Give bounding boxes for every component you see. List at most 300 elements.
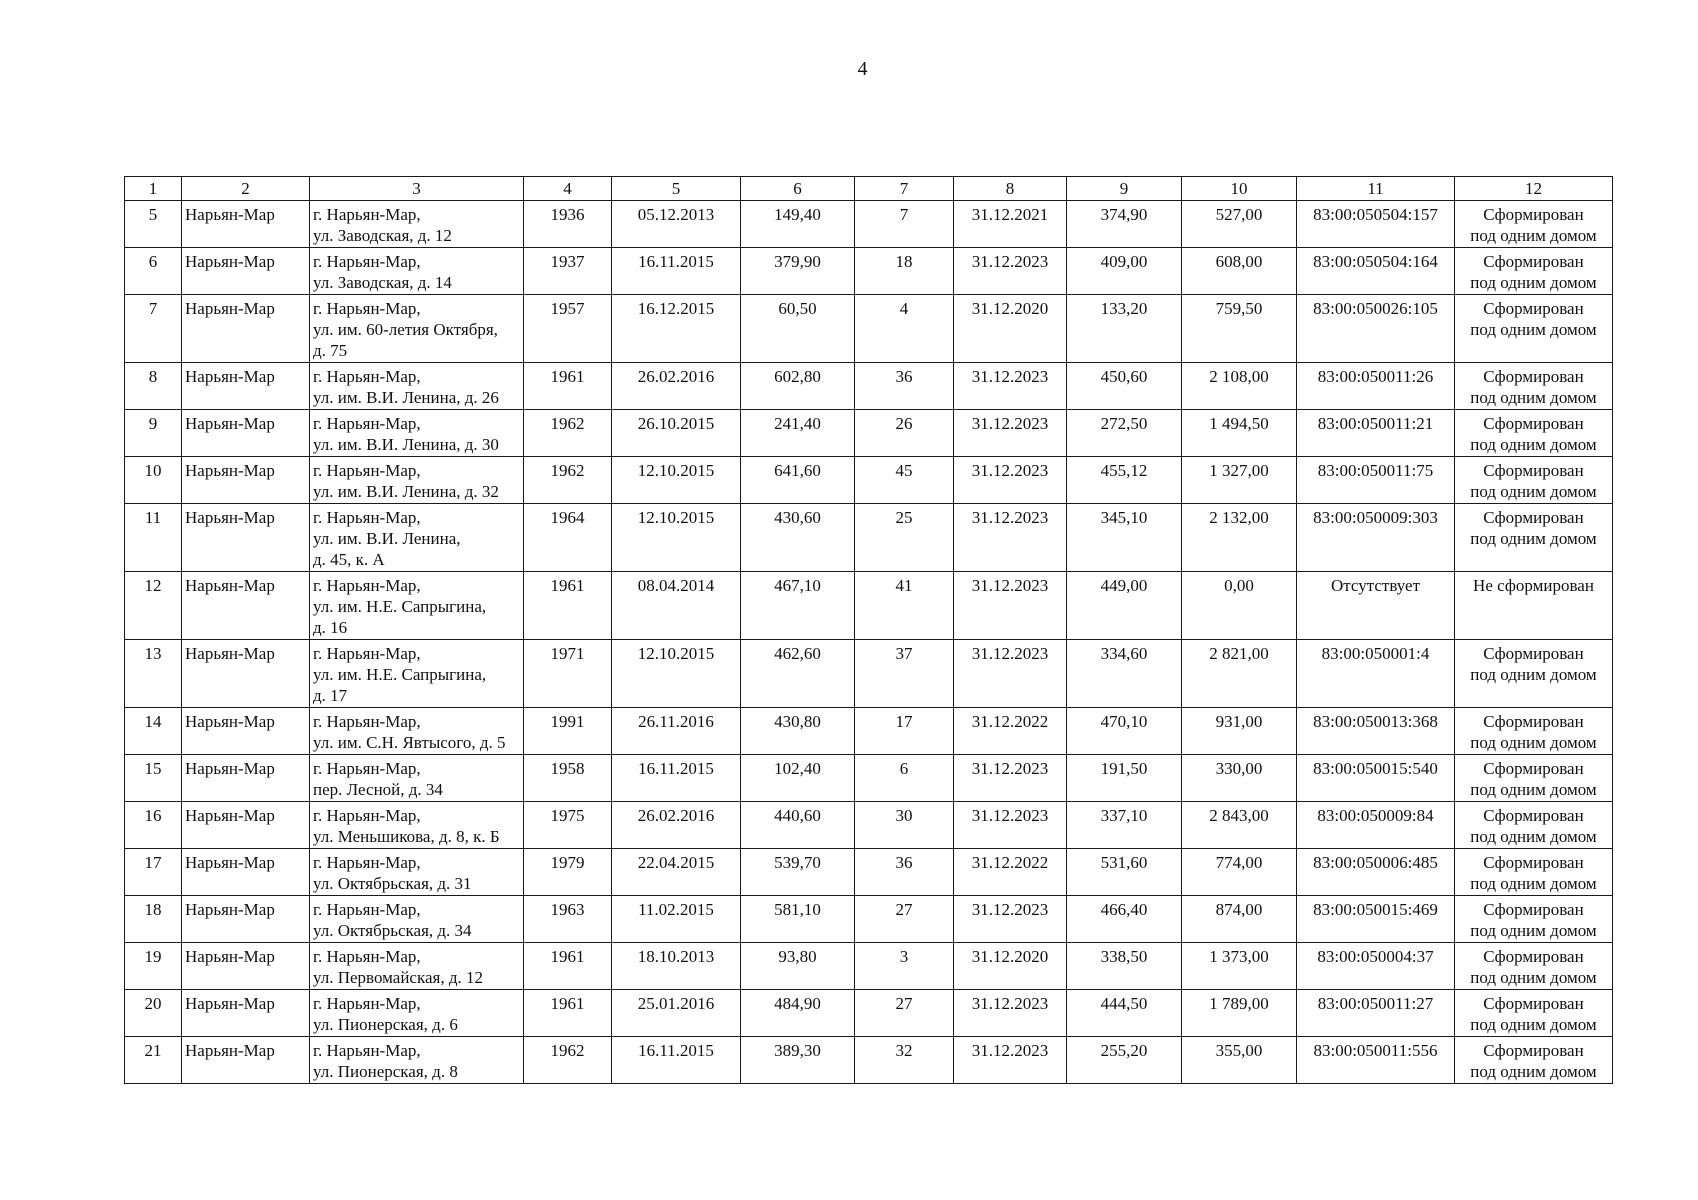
address-cell [310,363,524,410]
cell-line: г. Нарьян-Мар, [313,367,421,386]
cadastral-number-cell: 83:00:050504:164 [1297,248,1455,295]
cell-line: Сформирован [1483,853,1584,872]
col9-cell: 374,90 [1067,201,1182,248]
table-row [125,802,1613,849]
date-cell: 18.10.2013 [612,943,741,990]
city-cell: Нарьян-Мар [182,1037,310,1084]
cell-line: под одним домом [1470,388,1597,407]
row-number-cell: 11 [125,504,182,572]
address-cell [310,504,524,572]
city-cell: Нарьян-Мар [182,363,310,410]
year-cell: 1971 [524,640,612,708]
cell-line: под одним домом [1470,968,1597,987]
cell-line: ул. им. В.И. Ленина, д. 30 [313,435,499,454]
cell-line: г. Нарьян-Мар, [313,712,421,731]
col10-cell: 1 373,00 [1182,943,1297,990]
area-cell: 440,60 [741,802,855,849]
count-cell: 6 [855,755,954,802]
col10-cell: 608,00 [1182,248,1297,295]
col9-cell: 449,00 [1067,572,1182,640]
address-cell [310,943,524,990]
row-number-cell: 8 [125,363,182,410]
col10-cell: 931,00 [1182,708,1297,755]
cell-line: ул. Первомайская, д. 12 [313,968,483,987]
cell-line: ул. Пионерская, д. 6 [313,1015,458,1034]
cell-line: ул. Октябрьская, д. 31 [313,874,472,893]
cadastral-number-cell: 83:00:050026:105 [1297,295,1455,363]
table-row [125,849,1613,896]
column-header: 9 [1067,177,1182,201]
table-row [125,640,1613,708]
col10-cell: 330,00 [1182,755,1297,802]
count-cell: 25 [855,504,954,572]
deadline-cell: 31.12.2022 [954,708,1067,755]
row-number-cell: 18 [125,896,182,943]
table-row [125,943,1613,990]
land-status-cell [1455,755,1613,802]
year-cell: 1979 [524,849,612,896]
cell-line: г. Нарьян-Мар, [313,252,421,271]
col10-cell: 2 132,00 [1182,504,1297,572]
row-number-cell: 19 [125,943,182,990]
col9-cell: 531,60 [1067,849,1182,896]
deadline-cell: 31.12.2023 [954,896,1067,943]
count-cell: 18 [855,248,954,295]
cell-line: пер. Лесной, д. 34 [313,780,443,799]
cadastral-number-cell: 83:00:050011:26 [1297,363,1455,410]
address-cell [310,990,524,1037]
cell-line: ул. Пионерская, д. 8 [313,1062,458,1081]
cell-line: под одним домом [1470,482,1597,501]
count-cell: 30 [855,802,954,849]
address-cell [310,295,524,363]
col9-cell: 255,20 [1067,1037,1182,1084]
count-cell: 4 [855,295,954,363]
address-cell [310,755,524,802]
date-cell: 16.11.2015 [612,755,741,802]
year-cell: 1958 [524,755,612,802]
deadline-cell: 31.12.2023 [954,1037,1067,1084]
cell-line: д. 45, к. А [313,550,385,569]
col9-cell: 272,50 [1067,410,1182,457]
year-cell: 1963 [524,896,612,943]
cell-line: г. Нарьян-Мар, [313,508,421,527]
deadline-cell: 31.12.2023 [954,802,1067,849]
land-status-cell [1455,410,1613,457]
date-cell: 16.11.2015 [612,248,741,295]
address-cell [310,802,524,849]
cell-line: Сформирован [1483,367,1584,386]
area-cell: 149,40 [741,201,855,248]
deadline-cell: 31.12.2020 [954,943,1067,990]
cell-line: ул. им. В.И. Ленина, [313,529,461,548]
count-cell: 17 [855,708,954,755]
cell-line: г. Нарьян-Мар, [313,994,421,1013]
year-cell: 1961 [524,572,612,640]
date-cell: 26.02.2016 [612,802,741,849]
land-status-cell [1455,802,1613,849]
land-status-cell [1455,248,1613,295]
cell-line: Сформирован [1483,1041,1584,1060]
table-row [125,457,1613,504]
cell-line: г. Нарьян-Мар, [313,759,421,778]
city-cell: Нарьян-Мар [182,201,310,248]
deadline-cell: 31.12.2023 [954,990,1067,1037]
cell-line: г. Нарьян-Мар, [313,947,421,966]
area-cell: 60,50 [741,295,855,363]
cadastral-number-cell: 83:00:050011:556 [1297,1037,1455,1084]
col9-cell: 466,40 [1067,896,1182,943]
city-cell: Нарьян-Мар [182,990,310,1037]
cell-line: под одним домом [1470,273,1597,292]
table-row [125,410,1613,457]
date-cell: 11.02.2015 [612,896,741,943]
area-cell: 467,10 [741,572,855,640]
cell-line: ул. им. С.Н. Явтысого, д. 5 [313,733,506,752]
date-cell: 26.10.2015 [612,410,741,457]
year-cell: 1961 [524,990,612,1037]
address-cell [310,896,524,943]
table-row [125,1037,1613,1084]
city-cell: Нарьян-Мар [182,849,310,896]
row-number-cell: 5 [125,201,182,248]
city-cell: Нарьян-Мар [182,572,310,640]
cadastral-number-cell: 83:00:050011:27 [1297,990,1455,1037]
city-cell: Нарьян-Мар [182,708,310,755]
cadastral-number-cell: 83:00:050504:157 [1297,201,1455,248]
area-cell: 102,40 [741,755,855,802]
year-cell: 1962 [524,457,612,504]
col10-cell: 1 494,50 [1182,410,1297,457]
area-cell: 430,80 [741,708,855,755]
col10-cell: 1 789,00 [1182,990,1297,1037]
area-cell: 462,60 [741,640,855,708]
count-cell: 41 [855,572,954,640]
count-cell: 26 [855,410,954,457]
col10-cell: 759,50 [1182,295,1297,363]
cell-line: Сформирован [1483,994,1584,1013]
cell-line: под одним домом [1470,435,1597,454]
count-cell: 36 [855,363,954,410]
deadline-cell: 31.12.2023 [954,572,1067,640]
cell-line: ул. Заводская, д. 14 [313,273,452,292]
address-cell [310,708,524,755]
col9-cell: 455,12 [1067,457,1182,504]
col9-cell: 450,60 [1067,363,1182,410]
cell-line: Сформирован [1483,644,1584,663]
city-cell: Нарьян-Мар [182,457,310,504]
cell-line: ул. им. Н.Е. Сапрыгина, [313,597,487,616]
year-cell: 1962 [524,1037,612,1084]
cell-line: г. Нарьян-Мар, [313,576,421,595]
area-cell: 602,80 [741,363,855,410]
deadline-cell: 31.12.2023 [954,504,1067,572]
cell-line: г. Нарьян-Мар, [313,414,421,433]
cell-line: под одним домом [1470,874,1597,893]
date-cell: 22.04.2015 [612,849,741,896]
table-row [125,896,1613,943]
col10-cell: 2 108,00 [1182,363,1297,410]
year-cell: 1991 [524,708,612,755]
col10-cell: 874,00 [1182,896,1297,943]
date-cell: 12.10.2015 [612,504,741,572]
cell-line: ул. им. В.И. Ленина, д. 26 [313,388,499,407]
land-status-cell [1455,295,1613,363]
address-cell [310,1037,524,1084]
table-row [125,755,1613,802]
area-cell: 539,70 [741,849,855,896]
cadastral-number-cell: 83:00:050009:84 [1297,802,1455,849]
row-number-cell: 16 [125,802,182,849]
deadline-cell: 31.12.2022 [954,849,1067,896]
col9-cell: 338,50 [1067,943,1182,990]
cell-line: г. Нарьян-Мар, [313,644,421,663]
area-cell: 430,60 [741,504,855,572]
row-number-cell: 10 [125,457,182,504]
cadastral-number-cell: Отсутствует [1297,572,1455,640]
deadline-cell: 31.12.2023 [954,248,1067,295]
deadline-cell: 31.12.2023 [954,457,1067,504]
cell-line: д. 17 [313,686,348,705]
land-status-cell [1455,943,1613,990]
row-number-cell: 7 [125,295,182,363]
date-cell: 12.10.2015 [612,457,741,504]
date-cell: 16.12.2015 [612,295,741,363]
address-cell [310,410,524,457]
col10-cell: 1 327,00 [1182,457,1297,504]
deadline-cell: 31.12.2023 [954,640,1067,708]
cell-line: Сформирован [1483,299,1584,318]
address-cell [310,640,524,708]
table-row [125,504,1613,572]
cell-line: г. Нарьян-Мар, [313,806,421,825]
city-cell: Нарьян-Мар [182,755,310,802]
deadline-cell: 31.12.2020 [954,295,1067,363]
column-header: 2 [182,177,310,201]
year-cell: 1957 [524,295,612,363]
deadline-cell: 31.12.2023 [954,755,1067,802]
cell-line: под одним домом [1470,780,1597,799]
count-cell: 27 [855,896,954,943]
col9-cell: 191,50 [1067,755,1182,802]
row-number-cell: 12 [125,572,182,640]
row-number-cell: 13 [125,640,182,708]
row-number-cell: 6 [125,248,182,295]
column-header: 3 [310,177,524,201]
year-cell: 1975 [524,802,612,849]
row-number-cell: 14 [125,708,182,755]
cell-line: г. Нарьян-Мар, [313,205,421,224]
column-header: 6 [741,177,855,201]
count-cell: 27 [855,990,954,1037]
count-cell: 7 [855,201,954,248]
cadastral-number-cell: 83:00:050015:540 [1297,755,1455,802]
year-cell: 1936 [524,201,612,248]
housing-registry-table [124,176,1613,1084]
date-cell: 26.11.2016 [612,708,741,755]
cell-line: ул. Меньшикова, д. 8, к. Б [313,827,500,846]
area-cell: 389,30 [741,1037,855,1084]
row-number-cell: 21 [125,1037,182,1084]
land-status-cell [1455,849,1613,896]
cell-line: под одним домом [1470,665,1597,684]
table-row [125,363,1613,410]
date-cell: 08.04.2014 [612,572,741,640]
cell-line: под одним домом [1470,1062,1597,1081]
cell-line: Сформирован [1483,414,1584,433]
table-row [125,295,1613,363]
cadastral-number-cell: 83:00:050011:21 [1297,410,1455,457]
column-header: 8 [954,177,1067,201]
cell-line: ул. Заводская, д. 12 [313,226,452,245]
cell-line: Сформирован [1483,461,1584,480]
address-cell [310,248,524,295]
land-status-cell [1455,572,1613,640]
cadastral-number-cell: 83:00:050004:37 [1297,943,1455,990]
city-cell: Нарьян-Мар [182,504,310,572]
column-header: 12 [1455,177,1613,201]
count-cell: 37 [855,640,954,708]
land-status-cell [1455,363,1613,410]
col9-cell: 337,10 [1067,802,1182,849]
cell-line: Не сформирован [1473,576,1594,595]
land-status-cell [1455,640,1613,708]
cadastral-number-cell: 83:00:050001:4 [1297,640,1455,708]
col10-cell: 355,00 [1182,1037,1297,1084]
col9-cell: 334,60 [1067,640,1182,708]
land-status-cell [1455,504,1613,572]
year-cell: 1961 [524,943,612,990]
date-cell: 26.02.2016 [612,363,741,410]
cell-line: д. 75 [313,341,348,360]
cell-line: ул. им. 60-летия Октября, [313,320,498,339]
column-header: 4 [524,177,612,201]
area-cell: 379,90 [741,248,855,295]
city-cell: Нарьян-Мар [182,295,310,363]
deadline-cell: 31.12.2023 [954,363,1067,410]
row-number-cell: 15 [125,755,182,802]
cell-line: г. Нарьян-Мар, [313,299,421,318]
land-status-cell [1455,201,1613,248]
count-cell: 32 [855,1037,954,1084]
col9-cell: 409,00 [1067,248,1182,295]
col9-cell: 133,20 [1067,295,1182,363]
year-cell: 1961 [524,363,612,410]
table-row [125,990,1613,1037]
col10-cell: 2 821,00 [1182,640,1297,708]
column-header: 7 [855,177,954,201]
column-header: 11 [1297,177,1455,201]
cell-line: под одним домом [1470,1015,1597,1034]
land-status-cell [1455,990,1613,1037]
area-cell: 484,90 [741,990,855,1037]
city-cell: Нарьян-Мар [182,802,310,849]
land-status-cell [1455,457,1613,504]
cadastral-number-cell: 83:00:050013:368 [1297,708,1455,755]
cell-line: Сформирован [1483,947,1584,966]
col10-cell: 527,00 [1182,201,1297,248]
address-cell [310,201,524,248]
year-cell: 1962 [524,410,612,457]
date-cell: 16.11.2015 [612,1037,741,1084]
cell-line: Сформирован [1483,759,1584,778]
table-row [125,201,1613,248]
col9-cell: 444,50 [1067,990,1182,1037]
city-cell: Нарьян-Мар [182,248,310,295]
cell-line: Сформирован [1483,252,1584,271]
cell-line: г. Нарьян-Мар, [313,900,421,919]
table-row [125,708,1613,755]
cadastral-number-cell: 83:00:050006:485 [1297,849,1455,896]
cell-line: ул. им. В.И. Ленина, д. 32 [313,482,499,501]
cell-line: Сформирован [1483,900,1584,919]
area-cell: 241,40 [741,410,855,457]
row-number-cell: 20 [125,990,182,1037]
cell-line: под одним домом [1470,733,1597,752]
table-row [125,572,1613,640]
area-cell: 641,60 [741,457,855,504]
cadastral-number-cell: 83:00:050015:469 [1297,896,1455,943]
city-cell: Нарьян-Мар [182,943,310,990]
address-cell [310,457,524,504]
table-row [125,248,1613,295]
cell-line: д. 16 [313,618,348,637]
city-cell: Нарьян-Мар [182,640,310,708]
area-cell: 93,80 [741,943,855,990]
date-cell: 05.12.2013 [612,201,741,248]
cell-line: под одним домом [1470,226,1597,245]
cell-line: Сформирован [1483,508,1584,527]
city-cell: Нарьян-Мар [182,410,310,457]
table-body [125,201,1613,1084]
deadline-cell: 31.12.2023 [954,410,1067,457]
cell-line: ул. им. Н.Е. Сапрыгина, [313,665,487,684]
row-number-cell: 17 [125,849,182,896]
date-cell: 25.01.2016 [612,990,741,1037]
col10-cell: 2 843,00 [1182,802,1297,849]
cell-line: ул. Октябрьская, д. 34 [313,921,472,940]
address-cell [310,572,524,640]
cadastral-number-cell: 83:00:050011:75 [1297,457,1455,504]
count-cell: 45 [855,457,954,504]
col10-cell: 774,00 [1182,849,1297,896]
cadastral-number-cell: 83:00:050009:303 [1297,504,1455,572]
cell-line: под одним домом [1470,320,1597,339]
land-status-cell [1455,1037,1613,1084]
col9-cell: 345,10 [1067,504,1182,572]
column-number-header-row [125,177,1613,201]
area-cell: 581,10 [741,896,855,943]
column-header: 10 [1182,177,1297,201]
city-cell: Нарьян-Мар [182,896,310,943]
land-status-cell [1455,896,1613,943]
cell-line: под одним домом [1470,529,1597,548]
deadline-cell: 31.12.2021 [954,201,1067,248]
row-number-cell: 9 [125,410,182,457]
column-header: 1 [125,177,182,201]
cell-line: Сформирован [1483,806,1584,825]
count-cell: 3 [855,943,954,990]
cell-line: г. Нарьян-Мар, [313,1041,421,1060]
land-status-cell [1455,708,1613,755]
cell-line: Сформирован [1483,712,1584,731]
cell-line: г. Нарьян-Мар, [313,853,421,872]
column-header: 5 [612,177,741,201]
count-cell: 36 [855,849,954,896]
year-cell: 1937 [524,248,612,295]
cell-line: г. Нарьян-Мар, [313,461,421,480]
page-number: 4 [857,58,868,80]
